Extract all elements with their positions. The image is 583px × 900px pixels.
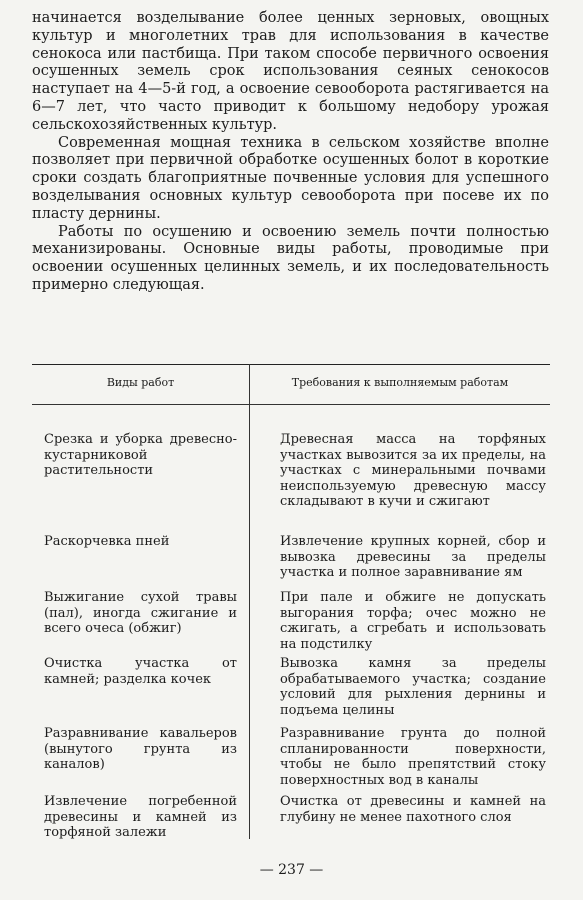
intro-text [32, 10, 549, 295]
table-top-rule [32, 364, 550, 365]
row-requirement: Древесная масса на торфяных участках вывозится за их пределы, на участках с минеральными почвами неиспользуемую древесную массу складывают в кучи и сжигают [280, 432, 546, 509]
paragraph-2: Современная мощная техника в сельском хозяйстве вполне позволяет при первичной обработке осушенных болот в короткие сроки создать благоприятные почвенные условия для успешного возделывания основных культур севооборота при посеве их по пласту дернины. [32, 134, 549, 222]
row-work: Раскорчевка пней [44, 534, 170, 549]
table-header-rule [32, 404, 550, 405]
row-requirement: При пале и обжиге не допускать выгорания торфа; очес можно не сжигать, а сгребать и использовать на подстилку [280, 590, 546, 652]
row-work: Извлечение погребенной древесины и камней из торфяной залежи [44, 794, 237, 840]
row-requirement: Разравнивание грунта до полной спланированности поверхности, чтобы не было препятствий стоку поверхностных вод в каналы [280, 726, 546, 788]
table-column-divider [249, 364, 250, 839]
paragraph-3: Работы по осушению и освоению земель почти полностью механизированы. Основные виды работы, проводимые при освоении осушенных целинных земель, и их последовательность примерно следующая. [32, 223, 549, 293]
row-requirement: Извлечение крупных корней, сбор и вывозка древесины за пределы участка и полное заравнивание ям [280, 534, 546, 580]
row-work: Очистка участка от камней; разделка кочек [44, 656, 237, 687]
header-requirements: Требования к выполняемым работам [291, 376, 509, 389]
row-work: Срезка и уборка древесно-кустарниковой растительности [44, 432, 237, 478]
row-requirement: Очистка от древесины и камней на глубину не менее пахотного слоя [280, 794, 546, 825]
header-work-types: Виды работ [106, 376, 175, 389]
row-work: Выжигание сухой травы (пал), иногда сжигание и всего очеса (обжиг) [44, 590, 237, 636]
page-number: — 237 — [259, 862, 324, 878]
paragraph-1: начинается возделывание более ценных зерновых, овощных культур и многолетних трав для использования в качестве сенокоса или пастбища. При таком способе первичного освоения осушенных земель срок использования сеяных сенокосов наступает на 4—5-й год, а освоение севооборота растягивается на 6—7 лет, что часто приводит к большому недобору урожая сельскохозяйственных культур. [32, 10, 549, 133]
row-requirement: Вывозка камня за пределы обрабатываемого участка; создание условий для рыхления дернины и подъема целины [280, 656, 546, 718]
row-work: Разравнивание кавальеров (вынутого грунта из каналов) [44, 726, 237, 772]
